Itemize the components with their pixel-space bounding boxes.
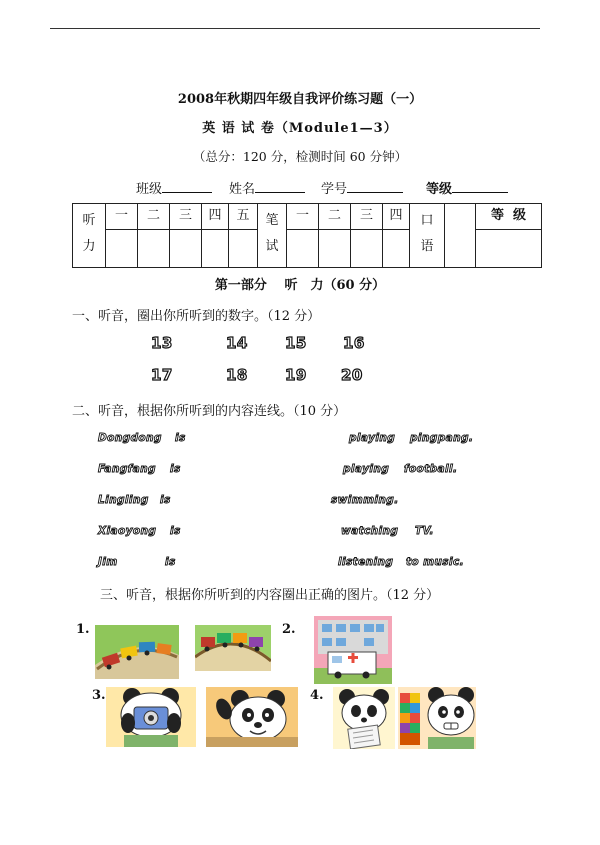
number-label: 学号: [321, 182, 348, 197]
listening-label-1: 听: [82, 213, 96, 228]
exam-subtitle: 英 语 试 卷（Module1—3）: [202, 121, 398, 136]
number-option[interactable]: 13: [151, 334, 173, 352]
q3-title: 三、听音，根据你所听到的内容圈出正确的图片。（12 分）: [100, 588, 440, 603]
activity-word[interactable]: playing: [343, 463, 390, 475]
class-label: 班级: [136, 182, 163, 197]
panda-waving-picture[interactable]: [206, 687, 298, 747]
q1-title: 一、听音，圈出你所听到的数字。（12 分）: [72, 309, 321, 324]
listening-col-2: 二: [138, 204, 170, 230]
train-picture[interactable]: [195, 625, 271, 671]
subject-name[interactable]: Lingling: [98, 494, 149, 506]
grade-header: 等 级: [476, 204, 542, 230]
subject-verb: is: [170, 463, 181, 475]
class-field[interactable]: [136, 178, 212, 197]
listening-score-1[interactable]: [106, 230, 138, 268]
activity-word[interactable]: TV.: [415, 525, 434, 537]
subject-verb: is: [175, 432, 186, 444]
activity-word[interactable]: playing: [349, 432, 396, 444]
name-field[interactable]: [229, 178, 305, 197]
part1-title: 第一部分 听 力（60 分）: [214, 278, 386, 293]
q3-number: 2.: [282, 622, 296, 637]
listening-label-2: 力: [82, 239, 96, 254]
panda-camera-picture[interactable]: [106, 687, 196, 747]
subject-name[interactable]: Dongdong: [98, 432, 162, 444]
grade-label: 等级: [426, 182, 453, 197]
written-label-2: 试: [265, 239, 279, 254]
subject-verb: is: [165, 556, 176, 568]
oral-header: [410, 204, 445, 268]
subject-name[interactable]: Jim: [98, 556, 118, 568]
listening-col-5: 五: [229, 204, 258, 230]
activity-word[interactable]: listening: [338, 556, 394, 568]
written-col-1: 一: [287, 204, 319, 230]
top-rule: [50, 28, 540, 29]
ambulance-picture[interactable]: [314, 616, 392, 684]
listening-col-1: 一: [106, 204, 138, 230]
exam-title: 2008年秋期四年级自我评价练习题（一）: [177, 92, 423, 107]
activity-word[interactable]: football.: [404, 463, 458, 475]
panda-reading-picture[interactable]: [333, 687, 395, 749]
written-header: [258, 204, 287, 268]
class-blank[interactable]: [162, 180, 212, 193]
q3-number: 4.: [310, 688, 324, 703]
written-score-3[interactable]: [351, 230, 383, 268]
name-blank[interactable]: [255, 180, 305, 193]
subject-name[interactable]: Fangfang: [98, 463, 156, 475]
number-option[interactable]: 17: [151, 366, 173, 384]
q3-number: 3.: [92, 688, 106, 703]
activity-word[interactable]: pingpang.: [410, 432, 474, 444]
listening-score-3[interactable]: [170, 230, 202, 268]
oral-score-cell[interactable]: [445, 204, 476, 268]
number-option[interactable]: 14: [226, 334, 248, 352]
activity-word[interactable]: watching: [341, 525, 399, 537]
activity-word[interactable]: swimming.: [331, 494, 399, 506]
subject-verb: is: [160, 494, 171, 506]
grade-blank[interactable]: [452, 180, 508, 193]
written-col-2: 二: [319, 204, 351, 230]
number-option[interactable]: 15: [285, 334, 307, 352]
listening-score-2[interactable]: [138, 230, 170, 268]
number-option[interactable]: 19: [285, 366, 307, 384]
written-score-2[interactable]: [319, 230, 351, 268]
listening-header: [73, 204, 106, 268]
subject-verb: is: [170, 525, 181, 537]
panda-blocks-picture[interactable]: [398, 687, 476, 749]
oral-label-1: 口: [420, 213, 434, 228]
oral-label-2: 语: [420, 239, 434, 254]
exam-total-info: （总分：120 分，检测时间 60 分钟）: [192, 149, 408, 164]
number-blank[interactable]: [347, 180, 403, 193]
grade-score-cell[interactable]: [476, 230, 542, 268]
score-table: [72, 203, 542, 268]
name-label: 姓名: [229, 182, 256, 197]
written-col-3: 三: [351, 204, 383, 230]
written-col-4: 四: [383, 204, 410, 230]
q3-number: 1.: [76, 622, 90, 637]
written-score-4[interactable]: [383, 230, 410, 268]
grade-field[interactable]: [426, 178, 508, 197]
number-field[interactable]: [321, 178, 403, 197]
written-score-1[interactable]: [287, 230, 319, 268]
listening-score-5[interactable]: [229, 230, 258, 268]
number-option[interactable]: 16: [343, 334, 365, 352]
listening-col-3: 三: [170, 204, 202, 230]
activity-word[interactable]: to music.: [406, 556, 464, 568]
written-label-1: 笔: [265, 213, 279, 228]
q2-title: 二、听音，根据你所听到的内容连线。（10 分）: [72, 404, 347, 419]
number-option[interactable]: 20: [341, 366, 363, 384]
train-picture[interactable]: [95, 625, 179, 679]
listening-score-4[interactable]: [202, 230, 229, 268]
number-option[interactable]: 18: [226, 366, 248, 384]
subject-name[interactable]: Xiaoyong: [98, 525, 157, 537]
listening-col-4: 四: [202, 204, 229, 230]
